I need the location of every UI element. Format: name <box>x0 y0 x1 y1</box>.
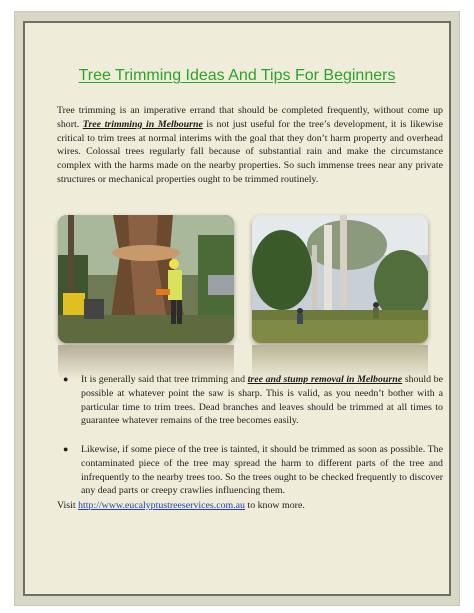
bullet-icon: ● <box>63 444 69 454</box>
visit-suffix: to know more. <box>245 500 305 511</box>
tree-trimming-link[interactable]: Tree trimming in Melbourne <box>82 118 203 130</box>
bullet-item-2 <box>63 443 443 498</box>
stump-worker-illustration <box>58 215 234 343</box>
page-title: Tree Trimming Ideas And Tips For Beginners <box>78 67 396 84</box>
stump-removal-link[interactable]: tree and stump removal in Melbourne <box>247 374 403 385</box>
stump-worker-photo <box>58 215 234 343</box>
intro-text-2: is not just useful for the tree’s development, it is likewise critical to trim trees at normal interims with the goal that they don’t harm property and overhead wires. Colossal trees regularly fall because of substantial rain and make the circumstance complex with the harms made on the nearby properties. So such immense trees near any private structures or mechanical properties ought to be trimmed routinely. <box>57 118 443 185</box>
bullet-1-text-1: It is generally said that tree trimming and <box>81 374 248 385</box>
document-page <box>23 21 451 596</box>
visit-line <box>57 500 443 511</box>
eucalyptus-trees-photo <box>252 215 428 343</box>
visit-prefix: Visit <box>57 500 79 511</box>
intro-paragraph <box>57 104 443 187</box>
bullet-icon: ● <box>63 374 69 384</box>
bullet-1-text-2: should be possible at whatever point the saw is sharp. This is valid, as you needn’t bother with a particular time to trim trees. Dead branches and leaves should be trimmed at all times to guarantee whatever remains of the tree becomes easily. <box>81 374 443 427</box>
document-frame <box>14 11 460 606</box>
intro-text-1: Tree trimming is an imperative errand that should be completed frequently, without come up short. <box>57 105 443 130</box>
bullet-item-1 <box>63 373 443 428</box>
website-link[interactable]: http://www.eucalyptustreeservices.com.au <box>78 500 245 511</box>
eucalyptus-illustration <box>252 215 428 343</box>
bullet-2-text: Likewise, if some piece of the tree is tainted, it should be trimmed as soon as possible. The contaminated piece of the tree may spread the harm to different parts of the tree and infrequently to the nearby trees too. So the trees ought to be checked frequently to discover any dead parts or creepy crawlies influencing them. <box>81 444 443 497</box>
